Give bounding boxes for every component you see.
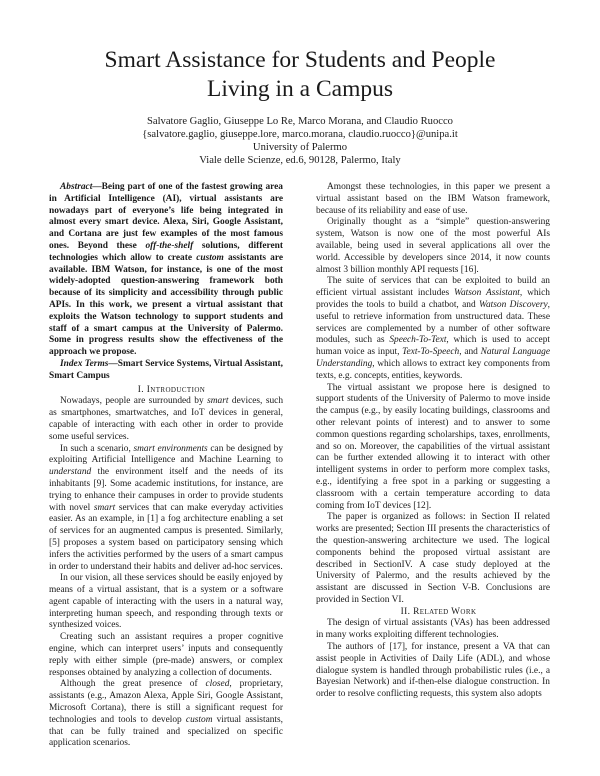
paragraph-text: custom [185,714,213,725]
abstract-text: assistants are available. IBM Watson, for instance, is one of the most widely-adopted question-answering framework both because of its simplicity and accessibility through public APIs. In this work, we present a virtual assistant that exploits the Watson technology to support students and staff of a smart campus at the University of Palermo. Some in progress results show the effectiveness of the approach we propose. [49,252,283,358]
index-terms [49,359,283,383]
body-paragraph [316,276,550,382]
paragraph-text: Although the great presence of [60,679,206,690]
section-heading-introduction: I. Introduction [137,384,206,395]
abstract-text: custom [196,252,224,263]
index-terms-label: Index Terms [60,358,109,369]
abstract-text: off-the-shelf [145,240,194,251]
intro-paragraph: In our vision, all these services should be easily enjoyed by means of a virtual assistant, that is a system or a software agent capable of interacting with the users in a natural way, interpreting human speech, and responding through texts or synthesized voices. [49,573,283,631]
author-names: Salvatore Gaglio, Giuseppe Lo Re, Marco Morana, and Claudio Ruocco [147,116,453,127]
title-line-2: Living in a Campus [206,76,394,102]
paragraph-text: closed [205,679,230,690]
paragraph-text: devices, such as smartphones, smartwatches, and IoT devices in general, capable of interacting with each other in order to provide some useful services. [49,396,284,442]
paragraph-text: Watson Discovery [479,299,548,310]
related-work-paragraph: The authors of [17], for instance, present a VA that can assist people in Activities of Daily Life (ADL), and whose dialogue system is handled through probabilistic rules (i.e., a Bayesian Network) and if-then-else dialogue construction. In order to resolve conflicting requests, this system also adopts [316,642,550,700]
left-column [49,182,283,750]
abstract-text: —Being part of one of the fastest growing area in Artificial Intelligence (AI), virtual assistants are nowadays part of everyone’s life being integrated in almost every smart device. Alexa, Siri, Google Assistant, and Cortana are just few examples of the most famous ones. Beyond these [49,182,283,251]
paragraph-text: Speech-To-Text [389,335,447,346]
paragraph-text: , which is used to accept human voice as input, [316,335,551,358]
paragraph-text: The suite of services that can be exploited to build an efficient virtual assistant includes [316,276,550,299]
paragraph-text: Watson Assistant [454,288,520,299]
paragraph-text: , proprietary, assistants (e.g., Amazon Alexa, Apple Siri, Google Assistant, Microsoft Cortana), there is still a significant request for technologies and tools to develop [49,679,283,725]
intro-paragraph: Creating such an assistant requires a proper cognitive engine, which can interpret users’ inputs and consequently reply with either simple (pre-made) answers, or complex responses obtained by analyzing a collection of documents. [49,632,283,678]
paragraph-text: Nowadays, people are surrounded by [60,396,208,407]
paragraph-text: smart [207,396,229,407]
author-emails: {salvatore.gaglio, giuseppe.lore, marco.morana, claudio.ruocco}@unipa.it [142,129,458,140]
paragraph-text: , which provides the tools to build a chatbot, and [316,288,550,310]
paper-title [60,46,540,104]
intro-paragraph [49,396,283,443]
index-terms-text: —Smart Service Systems, Virtual Assistant, Smart Campus [49,358,284,381]
paragraph-text: understand [49,467,92,478]
paragraph-text: , useful to retrieve information from unstructured data. These services are complemented by a number of other software modules, such as [316,299,550,346]
body-paragraph: The virtual assistant we propose here is designed to support students of the University of Palermo to move inside the campus (e.g., by easily locating buildings, classrooms and other relevant points of interest) and to answer to some common questions regarding scholarships, taxes, enrollments, and so on. Moreover, the capabilities of the virtual assistant can be further extended allowing it to interact with other intelligent systems in order to perform more complex tasks, e.g., identifying a free spot in a parking or suggesting a classroom with a certain temperature according to data coming from IoT devices [12]. [316,382,550,511]
title-line-1: Smart Assistance for Students and People [104,47,496,73]
author-block [60,115,540,167]
section-heading-related-work: II. Related Work [400,606,477,617]
intro-paragraph [49,679,283,750]
paragraph-text: services that can make everyday activities easier. As an example, in [1] a fog architecture enabling a set of services for an augmented campus is presented. Similarly, [5] proposes a system based on participatory sensing which infers the activities performed by the users of a smart campus in order to understand their habits and deliver ad-hoc services. [49,502,283,572]
body-paragraph: Originally thought as a “simple” question-answering system, Watson is now one of the most powerful AIs available, being used in several applications all over the world. Accessible by developers since 2014, it now counts almost 3 billion monthly API requests [16]. [316,217,550,275]
body-paragraph: Amongst these technologies, in this paper we present a virtual assistant based on the IBM Watson framework, because of its reliability and ease of use. [316,182,550,216]
body-paragraph: The paper is organized as follows: in Section II related works are presented; Section III presents the characteristics of the question-answering architecture we used. The logical components behind the proposed virtual assistant are described in SectionIV. A case study deployed at the University of Palermo, and the results achieved by the assistant are discussed in Section V-B. Conclusions are provided in Section VI. [316,512,550,605]
abstract-label: Abstract [60,182,93,192]
paragraph-text: Text-To-Speech [402,347,460,358]
abstract-text: solutions, different technologies which allow to create [49,240,283,263]
related-work-paragraph: The design of virtual assistants (VAs) has been addressed in many works exploiting different technologies. [316,618,550,641]
paragraph-text: the environment itself and the needs of its inhabitants [9]. Some academic institutions, for instance, are trying to enhance their campuses in order to provide students with novel [49,467,283,513]
author-address: Viale delle Scienze, ed.6, 90128, Palermo, Italy [199,155,401,166]
paragraph-text: In such a scenario, [60,443,134,454]
paragraph-text: , and [459,347,481,358]
paragraph-text: smart [93,502,116,513]
right-column [316,182,550,701]
paragraph-text: Natural Language Understanding [316,347,550,369]
paragraph-text: virtual assistants, that can be fully trained and specialized on specific application scenarios. [49,714,284,749]
paragraph-text: smart environments [133,443,208,454]
paragraph-text: can be designed by exploiting Artificial Intelligence and Machine Learning to [49,443,284,466]
paragraph-text: , which allows to extract key components from texts, e.g. concepts, entities, keywords. [316,358,550,381]
intro-paragraph [49,444,283,574]
abstract [49,182,283,359]
author-affiliation: University of Palermo [252,142,348,153]
